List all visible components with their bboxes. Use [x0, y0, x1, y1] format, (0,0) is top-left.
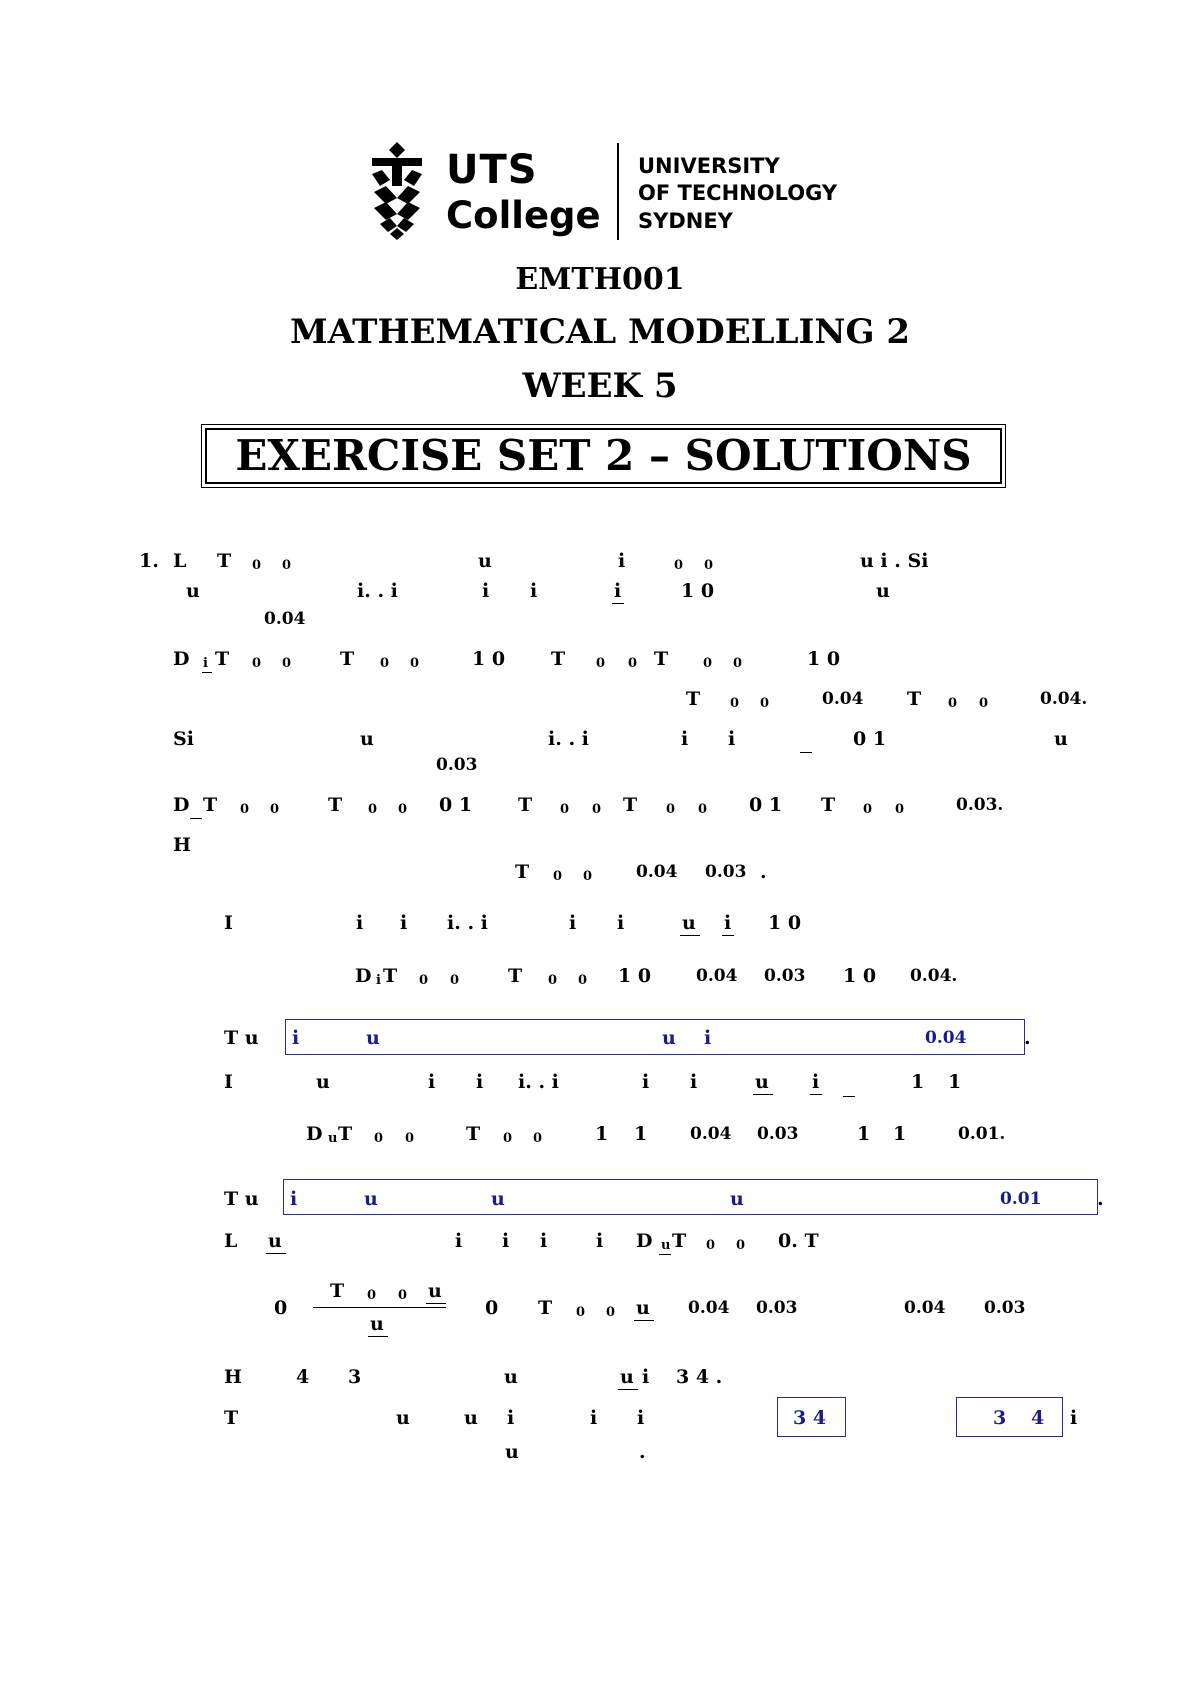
text-fragment: i	[569, 912, 577, 934]
text-fragment: D	[355, 965, 372, 987]
text-fragment: T	[508, 965, 523, 987]
text-fragment: u	[876, 580, 890, 602]
text-fragment: 0.03	[764, 966, 806, 986]
underline-mark	[722, 935, 734, 936]
text-fragment: 0	[674, 558, 684, 573]
text-fragment: 0	[380, 656, 390, 671]
text-fragment: 0	[368, 802, 378, 817]
text-fragment: 0	[450, 973, 460, 988]
underline-mark	[810, 1094, 822, 1095]
underline-mark	[659, 1254, 671, 1255]
text-fragment: 0	[410, 656, 420, 671]
text-fragment: 0	[282, 558, 292, 573]
text-fragment: 1 0	[681, 580, 715, 602]
text-fragment: i	[507, 1407, 515, 1429]
text-fragment: 0	[560, 802, 570, 817]
text-fragment: 1 0	[472, 648, 506, 670]
underline-mark	[843, 1096, 855, 1097]
text-fragment: 0	[760, 696, 770, 711]
text-fragment: T	[203, 794, 218, 816]
text-fragment: 0 1	[749, 794, 783, 816]
text-fragment: 0	[576, 1305, 586, 1320]
text-fragment: i	[203, 656, 208, 671]
text-fragment: u	[360, 728, 374, 750]
text-fragment: i	[618, 550, 626, 572]
text-fragment: 0.01.	[958, 1124, 1006, 1144]
text-fragment: 0	[666, 802, 676, 817]
text-fragment: 1	[857, 1123, 871, 1145]
answer-value: 3	[993, 1407, 1007, 1429]
text-fragment: Si	[173, 728, 194, 750]
text-fragment: i	[690, 1071, 698, 1093]
underline-mark	[368, 1336, 388, 1337]
text-fragment: 0	[628, 656, 638, 671]
text-fragment: i	[642, 1366, 650, 1388]
text-fragment: 0	[533, 1131, 543, 1146]
text-fragment: i	[540, 1230, 548, 1252]
text-fragment: 0.03	[984, 1298, 1026, 1318]
text-fragment: .	[1097, 1188, 1104, 1210]
text-fragment: 1 0	[768, 912, 802, 934]
answer-fragment: u	[366, 1027, 380, 1049]
text-fragment: T	[821, 794, 836, 816]
text-fragment: H	[224, 1366, 242, 1388]
text-fragment: u	[370, 1313, 384, 1335]
text-fragment: T	[340, 648, 355, 670]
answer-box	[285, 1019, 1025, 1055]
text-fragment: 0	[503, 1131, 513, 1146]
text-fragment: T	[215, 648, 230, 670]
underline-mark	[266, 1253, 286, 1254]
text-fragment: 0.04	[904, 1298, 946, 1318]
text-fragment: 1	[634, 1123, 648, 1145]
answer-value: 0.04	[925, 1028, 967, 1048]
text-fragment: i	[530, 580, 538, 602]
text-fragment: u	[396, 1407, 410, 1429]
text-fragment: 0	[606, 1305, 616, 1320]
text-fragment: u i . Si	[860, 550, 929, 572]
answer-fragment: u	[491, 1188, 505, 1210]
text-fragment: 0	[733, 656, 743, 671]
underline-mark	[680, 935, 700, 936]
text-fragment: 0	[240, 802, 250, 817]
text-fragment: L	[173, 550, 187, 572]
text-fragment: 3	[348, 1366, 362, 1388]
text-fragment: T	[672, 1230, 687, 1252]
text-fragment: T	[907, 688, 922, 710]
text-fragment: 0	[252, 656, 262, 671]
underline-mark	[753, 1094, 773, 1095]
text-fragment: i	[614, 580, 622, 602]
answer-fragment: i	[290, 1188, 298, 1210]
text-fragment: i	[637, 1407, 645, 1429]
text-fragment: T	[551, 648, 566, 670]
answer-fragment: i	[292, 1027, 300, 1049]
logo-text-college: College	[446, 194, 601, 237]
text-fragment: 0	[703, 656, 713, 671]
text-fragment: u	[505, 1441, 519, 1463]
underline-mark	[202, 672, 212, 673]
text-fragment: H	[173, 834, 191, 856]
text-fragment: u	[268, 1230, 282, 1252]
text-fragment: T	[518, 794, 533, 816]
week-label: WEEK 5	[522, 366, 678, 406]
text-fragment: T	[338, 1123, 353, 1145]
text-fragment: u	[1054, 728, 1068, 750]
text-fragment: 0	[398, 1288, 408, 1303]
text-fragment: 3 4 .	[676, 1366, 723, 1388]
text-fragment: i	[356, 912, 364, 934]
text-fragment: u	[316, 1071, 330, 1093]
text-fragment: .	[1024, 1027, 1031, 1049]
text-fragment: T	[686, 688, 701, 710]
text-fragment: u	[478, 550, 492, 572]
text-fragment: 1	[911, 1071, 925, 1093]
text-fragment: T u	[224, 1188, 259, 1210]
text-fragment: i	[642, 1071, 650, 1093]
text-fragment: 1	[595, 1123, 609, 1145]
text-fragment: u	[661, 1238, 671, 1253]
text-fragment: 0	[405, 1131, 415, 1146]
text-fragment: 0.04	[636, 862, 678, 882]
answer-value: 0.01	[1000, 1189, 1042, 1209]
text-fragment: 0 1	[853, 728, 887, 750]
text-fragment: i	[376, 973, 381, 988]
answer-value: 4	[1031, 1407, 1045, 1429]
underline-mark	[426, 1303, 446, 1304]
text-fragment: 0	[583, 869, 593, 884]
course-title: MATHEMATICAL MODELLING 2	[289, 312, 911, 352]
underline-mark	[190, 818, 202, 819]
text-fragment: 0.03	[705, 862, 747, 882]
university-line-2: OF TECHNOLOGY	[638, 181, 838, 205]
text-fragment: 0	[270, 802, 280, 817]
text-fragment: 0	[398, 802, 408, 817]
text-fragment: i	[400, 912, 408, 934]
text-fragment: 0	[282, 656, 292, 671]
text-fragment: 1 0	[618, 965, 652, 987]
text-fragment: I	[224, 912, 233, 934]
text-fragment: T	[623, 794, 638, 816]
logo-text-uts: UTS	[446, 147, 538, 193]
text-fragment: T	[654, 648, 669, 670]
text-fragment: 1 0	[843, 965, 877, 987]
text-fragment: T u	[224, 1027, 259, 1049]
text-fragment: u	[464, 1407, 478, 1429]
text-fragment: i. . i	[447, 912, 488, 934]
text-fragment: T	[224, 1407, 239, 1429]
text-fragment: 0	[596, 656, 606, 671]
text-fragment: T	[466, 1123, 481, 1145]
text-fragment: D	[173, 648, 190, 670]
text-fragment: i	[681, 728, 689, 750]
text-fragment: 0.04	[688, 1298, 730, 1318]
text-fragment: D	[173, 794, 190, 816]
text-fragment: 0.04.	[910, 966, 958, 986]
text-fragment: I	[224, 1071, 233, 1093]
text-fragment: 1	[948, 1071, 962, 1093]
text-fragment: .	[639, 1441, 646, 1463]
text-fragment: i	[502, 1230, 510, 1252]
answer-box	[956, 1397, 1063, 1437]
text-fragment: D	[636, 1230, 653, 1252]
text-fragment: i	[428, 1071, 436, 1093]
underline-mark	[612, 603, 624, 604]
text-fragment: i. . i	[518, 1071, 559, 1093]
text-fragment: 0	[367, 1288, 377, 1303]
text-fragment: 0	[274, 1297, 288, 1319]
text-fragment: L	[224, 1230, 238, 1252]
fraction-bar	[313, 1307, 446, 1308]
text-fragment: 0.04.	[1040, 689, 1088, 709]
text-fragment: u	[428, 1280, 442, 1302]
text-fragment: 0.03.	[956, 795, 1004, 815]
logo-divider	[617, 143, 619, 240]
text-fragment: 0.04	[264, 609, 306, 629]
text-fragment: 1	[893, 1123, 907, 1145]
text-fragment: T	[515, 861, 530, 883]
text-fragment: 0	[736, 1238, 746, 1253]
text-fragment: i	[596, 1230, 604, 1252]
text-fragment: .	[760, 861, 767, 883]
university-line-1: UNIVERSITY	[638, 154, 780, 178]
text-fragment: 0	[863, 802, 873, 817]
text-fragment: 0	[374, 1131, 384, 1146]
text-fragment: u	[755, 1071, 769, 1093]
text-fragment: 0	[948, 696, 958, 711]
text-fragment: 0	[895, 802, 905, 817]
text-fragment: 4	[296, 1366, 310, 1388]
text-fragment: u	[328, 1131, 338, 1146]
text-fragment: T	[330, 1280, 345, 1302]
text-fragment: i	[1070, 1407, 1078, 1429]
text-fragment: D	[306, 1123, 323, 1145]
text-fragment: 0.03	[756, 1298, 798, 1318]
answer-fragment: u	[662, 1027, 676, 1049]
text-fragment: u	[504, 1366, 518, 1388]
answer-value: 3 4	[793, 1407, 827, 1429]
text-fragment: i	[476, 1071, 484, 1093]
text-fragment: i	[724, 912, 732, 934]
text-fragment: i	[617, 912, 625, 934]
course-code: EMTH001	[515, 262, 685, 297]
answer-box	[283, 1179, 1098, 1215]
text-fragment: 0	[704, 558, 714, 573]
uts-logo-mark-icon	[368, 140, 426, 240]
text-fragment: i	[728, 728, 736, 750]
exercise-title: EXERCISE SET 2 – SOLUTIONS	[205, 428, 1002, 484]
text-fragment: 0.03	[436, 755, 478, 775]
text-fragment: i	[812, 1071, 820, 1093]
text-fragment: 0	[553, 869, 563, 884]
text-fragment: 0	[548, 973, 558, 988]
problem-number: 1.	[139, 550, 159, 572]
underline-mark	[800, 752, 812, 753]
text-fragment: u	[186, 580, 200, 602]
text-fragment: 0	[485, 1297, 499, 1319]
answer-fragment: u	[364, 1188, 378, 1210]
text-fragment: 0	[592, 802, 602, 817]
text-fragment: 0	[730, 696, 740, 711]
answer-fragment: i	[704, 1027, 712, 1049]
underline-mark	[634, 1320, 654, 1321]
text-fragment: 0	[578, 973, 588, 988]
text-fragment: 0	[419, 973, 429, 988]
text-fragment: i. . i	[357, 580, 398, 602]
university-line-3: SYDNEY	[638, 209, 733, 233]
text-fragment: 0.04	[696, 966, 738, 986]
text-fragment: i	[455, 1230, 463, 1252]
text-fragment: i	[590, 1407, 598, 1429]
text-fragment: 0	[979, 696, 989, 711]
text-fragment: T	[383, 965, 398, 987]
text-fragment: u	[636, 1297, 650, 1319]
text-fragment: T	[217, 550, 232, 572]
text-fragment: 0	[698, 802, 708, 817]
text-fragment: 0. T	[778, 1230, 819, 1252]
text-fragment: 0.04	[690, 1124, 732, 1144]
text-fragment: 0.04	[822, 689, 864, 709]
text-fragment: u	[620, 1366, 634, 1388]
text-fragment: 0	[706, 1238, 716, 1253]
text-fragment: 1 0	[807, 648, 841, 670]
text-fragment: u	[682, 912, 696, 934]
text-fragment: 0 1	[439, 794, 473, 816]
text-fragment: T	[538, 1297, 553, 1319]
text-fragment: i	[482, 580, 490, 602]
text-fragment: 0	[252, 558, 262, 573]
text-fragment: 0.03	[757, 1124, 799, 1144]
text-fragment: i. . i	[548, 728, 589, 750]
answer-fragment: u	[730, 1188, 744, 1210]
underline-mark	[618, 1389, 638, 1390]
text-fragment: T	[328, 794, 343, 816]
